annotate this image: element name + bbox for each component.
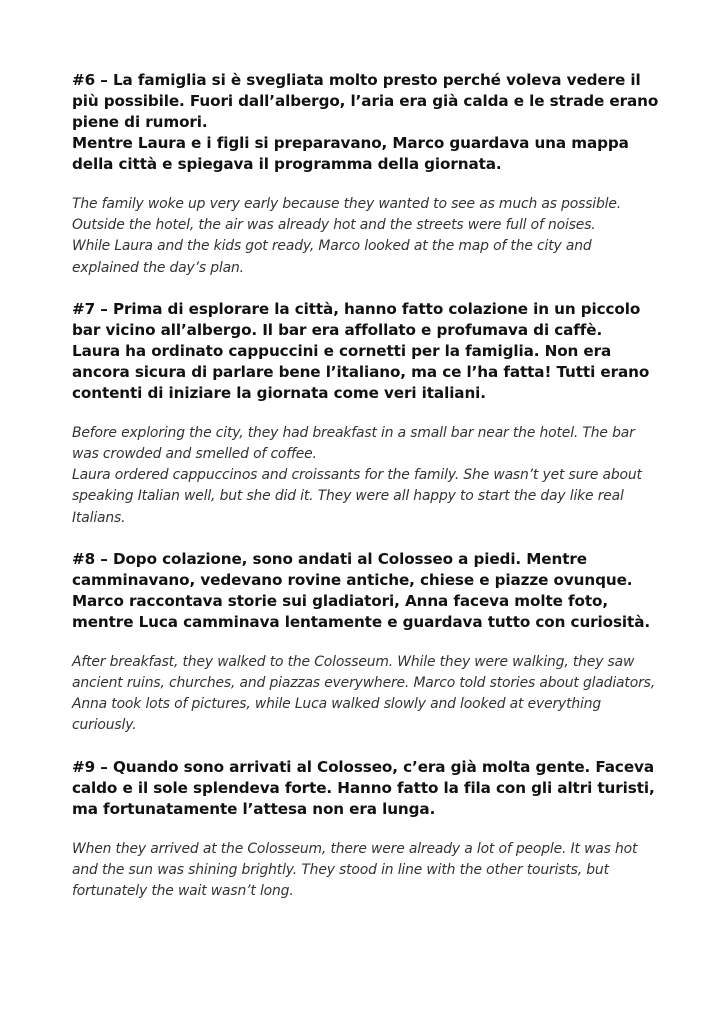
italian-line: Mentre Laura e i figli si preparavano, Marco guardava una mappa della città e spiegava il programma della giornata.	[72, 134, 629, 173]
italian-line: #7 – Prima di esplorare la città, hanno fatto colazione in un piccolo bar vicino all’albergo. Il bar era affollato e profumava di caffè.	[72, 299, 641, 339]
english-line: After breakfast, they walked to the Colosseum. While they were walking, they saw ancient ruins, churches, and piazzas everywhere. Marco told stories about gladiators, Anna took lots of pictures, while Luca walked slowly and looked at everything curiously.	[72, 653, 655, 734]
story-section-7	[72, 299, 662, 529]
document-page	[72, 70, 662, 902]
english-line: Before exploring the city, they had breakfast in a small bar near the hotel. The bar was crowded and smelled of coffee.	[72, 424, 635, 463]
english-translation	[72, 423, 662, 529]
italian-line: #8 – Dopo colazione, sono andati al Colosseo a piedi. Mentre camminavano, vedevano rovine antiche, chiese e piazze ovunque. Marco raccontava storie sui gladiatori, Anna faceva molte foto, mentre Luca camminava lentamente e guardava tutto con curiosità.	[72, 549, 651, 631]
english-translation	[72, 194, 662, 279]
english-translation	[72, 652, 662, 737]
english-translation	[72, 839, 662, 903]
english-line: Outside the hotel, the air was already hot and the streets were full of noises.	[72, 217, 596, 234]
story-section-8	[72, 549, 662, 737]
italian-line: Laura ha ordinato cappuccini e cornetti per la famiglia. Non era ancora sicura di parlare bene l’italiano, ma ce l’ha fatta! Tutti erano contenti di iniziare la giornata come veri italiani.	[72, 341, 650, 402]
italian-line: #9 – Quando sono arrivati al Colosseo, c’era già molta gente. Faceva caldo e il sole splendeva forte. Hanno fatto la fila con gli altri turisti, ma fortunatamente l’attesa non era lunga.	[72, 757, 655, 818]
english-line: The family woke up very early because they wanted to see as much as possible.	[72, 196, 622, 212]
italian-paragraph	[72, 757, 662, 820]
italian-paragraph	[72, 299, 662, 404]
italian-paragraph	[72, 70, 662, 175]
english-line: Laura ordered cappuccinos and croissants for the family. She wasn’t yet sure about speaking Italian well, but she did it. They were all happy to start the day like real Italians.	[72, 467, 642, 526]
italian-paragraph	[72, 549, 662, 633]
english-line: While Laura and the kids got ready, Marco looked at the map of the city and explained the day’s plan.	[72, 238, 592, 276]
story-section-6	[72, 70, 662, 279]
story-section-9	[72, 757, 662, 903]
italian-line: #6 – La famiglia si è svegliata molto presto perché voleva vedere il più possibile. Fuori dall’albergo, l’aria era già calda e le strade erano piene di rumori.	[72, 71, 659, 131]
english-line: When they arrived at the Colosseum, there were already a lot of people. It was hot and the sun was shining brightly. They stood in line with the other tourists, but fortunately the wait wasn’t long.	[72, 840, 638, 900]
